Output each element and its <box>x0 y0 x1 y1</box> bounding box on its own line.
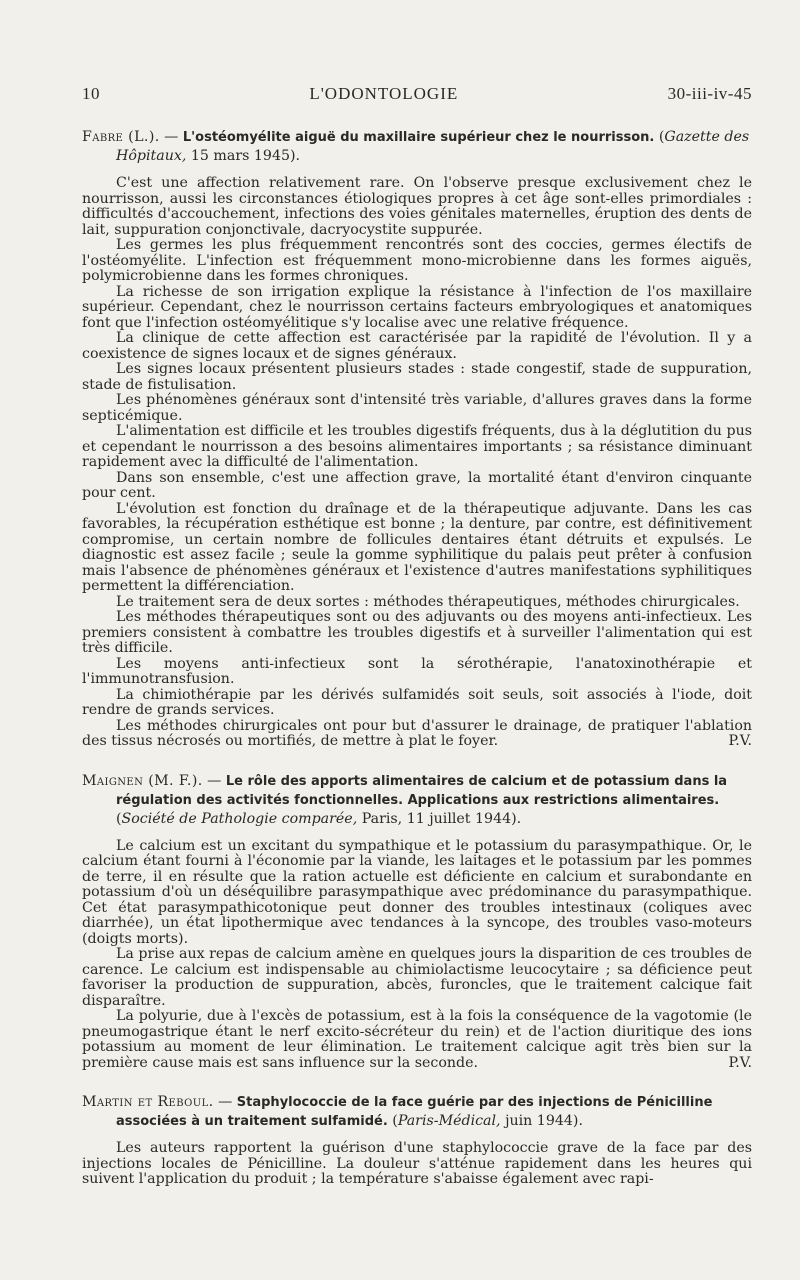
article-paragraph: Les phénomènes généraux sont d'intensité très variable, d'allures graves dans la forme septicémique. <box>82 392 752 424</box>
article-paragraph: La clinique de cette affection est caractérisée par la rapidité de l'évolution. Il y a coexistence de signes locaux et de signes généraux. <box>82 330 752 362</box>
paragraph-text: La polyurie, due à l'excès de potassium, est à la fois la conséquence de la vagotomie (le pneumogastrique étant le nerf excito-sécréteur du rein) et de l'action diuritique des ions potassium au moment de leur élimination. Le traitement calcique agit très bien sur la première cause mais est sans influence sur la seconde. <box>82 1008 752 1071</box>
article-paragraph <box>82 1009 752 1071</box>
article-title: Staphylococcie de la face guérie par des injections de Pénicilline associées à un traitement sulfamidé. <box>116 1095 713 1129</box>
running-header <box>82 84 752 104</box>
article-paragraph: Les méthodes thérapeutiques sont ou des adjuvants ou des moyens anti-infectieux. Les premiers consistent à combattre les troubles digestifs et à surveiller l'alimentation qui est très difficile. <box>82 609 752 656</box>
reviewer-signature: P.V. <box>728 733 752 749</box>
article-paragraph: Les auteurs rapportent la guérison d'une staphylococcie grave de la face par des injections locales de Pénicilline. La douleur s'atténue rapidement dans les heures qui suivent l'application du produit ; la température s'abaisse également avec rapi- <box>82 1140 752 1187</box>
heading-dash: — <box>159 129 183 145</box>
article-paragraph: Le calcium est un excitant du sympathique et le potassium du parasympathique. Or, le calcium étant fourni à l'économie par la viande, les laitages et le potassium par les pommes de terre, il en résulte que la ration actuelle est déficiente en calcium et surabondante en potassium d'où un déséquilibre parasympathique avec prédominance du parasympathique. Cet état parasympathicotonique peut donner des troubles intestinaux (coliques avec diarrhée), un état lipothermique avec tendances à la syncope, des troubles vaso-moteurs (doigts morts). <box>82 837 752 947</box>
article-paragraph: La richesse de son irrigation explique la résistance à l'infection de l'os maxillaire supérieur. Cependant, chez le nourrisson certains facteurs embryologiques et anatomiques font que l'infection ostéomyélitique s'y localise avec une relative fréquence. <box>82 283 752 331</box>
article-author: Martin et Reboul. <box>82 1094 214 1110</box>
article-source: Société de Pathologie comparée, <box>121 810 358 827</box>
page-number: 10 <box>82 84 100 103</box>
article-paragraph: Dans son ensemble, c'est une affection grave, la mortalité étant d'environ cinquante pour cent. <box>82 469 752 501</box>
article-paragraph: La prise aux repas de calcium amène en quelques jours la disparition de ces troubles de carence. Le calcium est indispensable au chimiolactisme leucocytaire ; sa déficience peut favoriser la production de suppuration, abcès, furoncles, que le traitement calcique fait disparaître. <box>82 946 752 1009</box>
article-source: Gazette des Hôpitaux, <box>116 129 750 164</box>
issue-date: 30-iii-iv-45 <box>667 84 752 103</box>
article-source: Paris-Médical, <box>397 1113 501 1129</box>
reviewer-signature: P.V. <box>728 1054 752 1071</box>
article-title: Le rôle des apports alimentaires de calcium et de potassium dans la régulation des activités fonctionnelles. Applications aux restrictions alimentaires. <box>116 773 728 808</box>
article-paragraph: Les signes locaux présentent plusieurs stades : stade congestif, stade de suppuration, stade de fistulisation. <box>82 361 752 393</box>
article <box>82 128 752 750</box>
heading-dash: — <box>213 1094 237 1110</box>
article-heading <box>82 772 752 829</box>
article-title: L'ostéomyélite aiguë du maxillaire supérieur chez le nourrisson. <box>182 130 655 145</box>
article <box>82 1093 752 1188</box>
source-details: juin 1944). <box>500 1113 583 1129</box>
source-open: ( <box>116 810 122 827</box>
article-paragraph: La chimiothérapie par les dérivés sulfamidés soit seuls, soit associés à l'iode, doit rendre de grands services. <box>82 686 752 718</box>
article-author: Fabre (L.). <box>82 129 160 145</box>
paragraph-text: Les méthodes chirurgicales ont pour but d'assurer le drainage, de pratiquer l'ablation des tissus nécrosés ou mortifiés, de mettre à plat le foyer. <box>82 717 752 749</box>
article-author: Maignen (M. F.). <box>82 772 203 789</box>
article-paragraph: Le traitement sera de deux sortes : méthodes thérapeutiques, méthodes chirurgicales. <box>116 593 740 610</box>
heading-dash: — <box>202 772 226 789</box>
article-paragraph: L'évolution est fonction du draînage et de la thérapeutique adjuvante. Dans les cas favorables, la récupération esthétique est bonne ; la denture, par contre, est définitivement compromise, un certain nombre de follicules dentaires étant détruits et expulsés. Le diagnostic est assez facile ; seule la gomme syphilitique du palais peut prêter à confusion mais l'absence de phénomènes généraux et l'existence d'autres manifestations syphilitiques permettent la différenciation. <box>82 500 752 594</box>
journal-title: L'ODONTOLOGIE <box>309 84 459 103</box>
article-heading <box>82 1093 752 1131</box>
article-paragraph: Les moyens anti-infectieux sont la sérothérapie, l'anatoxinothérapie et l'immunotransfusion. <box>82 655 752 687</box>
article-heading <box>82 128 752 166</box>
article-paragraph: Les germes les plus fréquemment rencontrés sont des coccies, germes électifs de l'ostéomyélite. L'infection est fréquemment mono-microbienne dans les formes aiguës, polymicrobienne dans les formes chroniques. <box>82 237 752 284</box>
article-paragraph: L'alimentation est difficile et les troubles digestifs fréquents, dus à la déglutition du pus et cependant le nourrisson a des besoins alimentaires importants ; sa résistance diminuant rapidement avec la difficulté de l'alimentation. <box>82 423 752 470</box>
article-paragraph <box>82 719 752 750</box>
source-details: 15 mars 1945). <box>186 148 301 164</box>
article-list <box>82 128 752 1210</box>
source-open: ( <box>387 1113 398 1129</box>
article-paragraph: C'est une affection relativement rare. On l'observe presque exclusivement chez le nourrisson, aussi les circonstances étiologiques propres à cet âge sont-elles primordiales : difficultés d'accouchement, infections des voies génitales maternelles, éruption des dents de lait, suppuration conjonctivale, dacryocystite suppurée. <box>82 175 752 238</box>
article <box>82 772 752 1072</box>
source-open: ( <box>654 129 665 145</box>
source-details: Paris, 11 juillet 1944). <box>357 810 522 827</box>
